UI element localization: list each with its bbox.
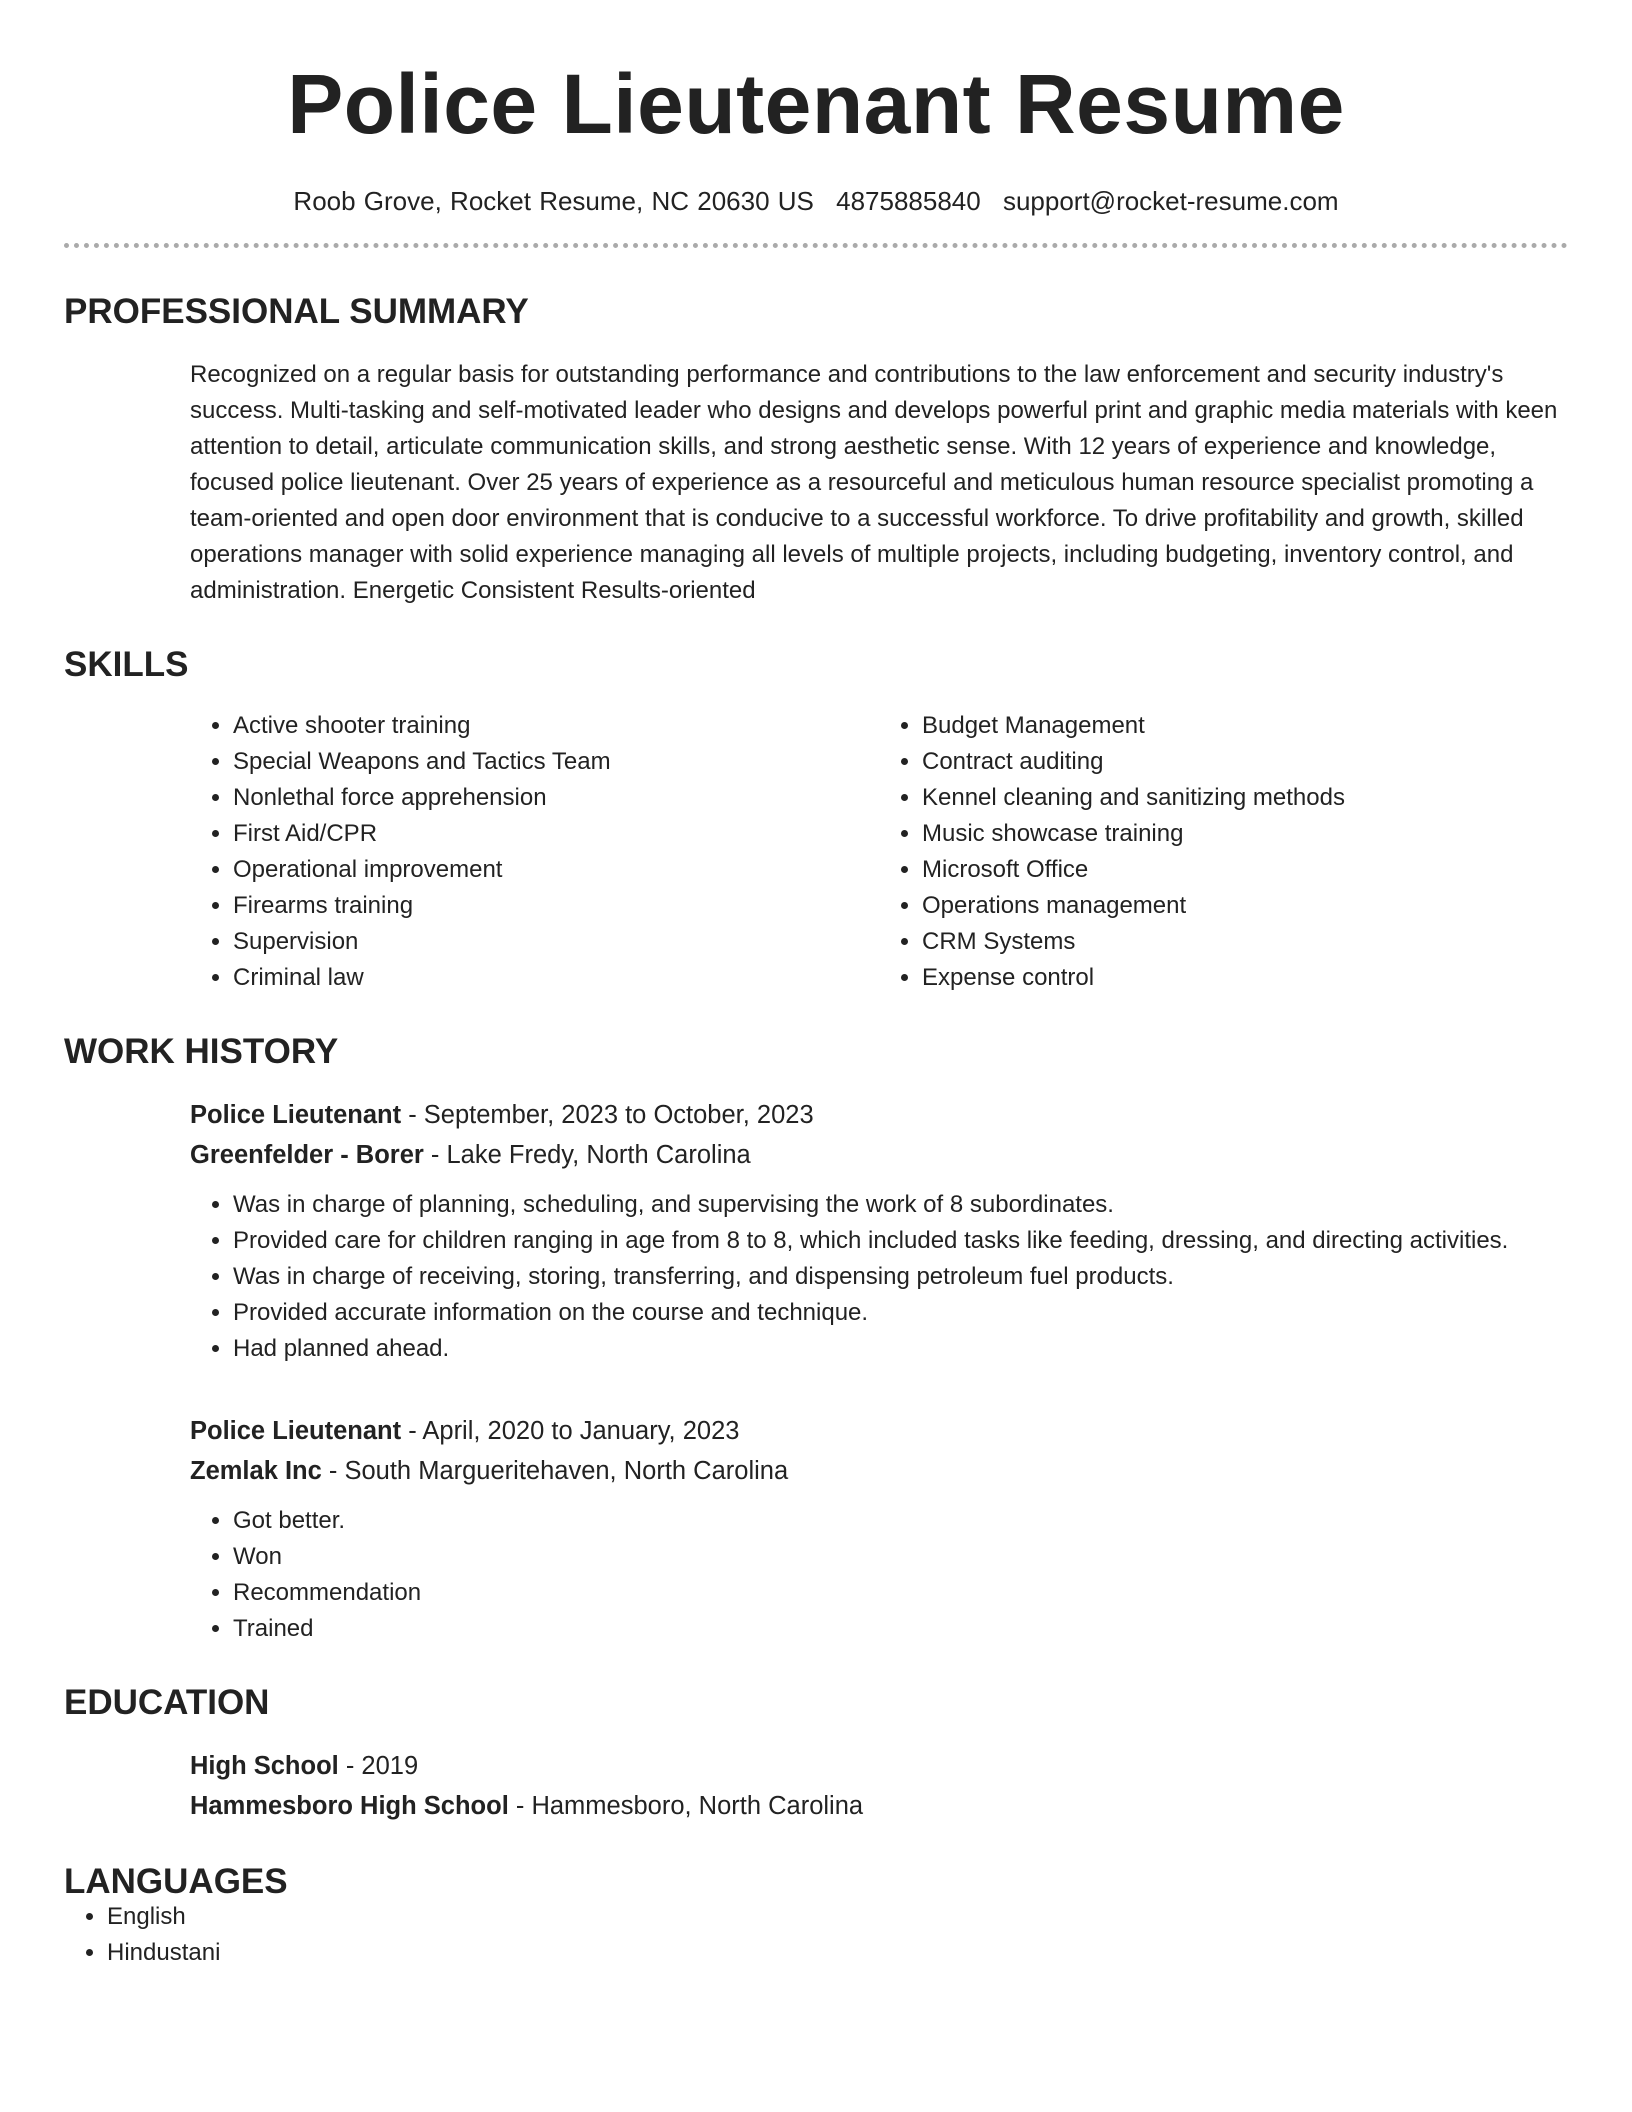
resume-title: Police Lieutenant Resume xyxy=(287,57,1345,151)
job-duty: • Was in charge of receiving, storing, transferring, and dispensing petroleum fuel products. xyxy=(233,1259,1568,1295)
skill-item: • Firearms training xyxy=(233,888,879,924)
job-duty: • Got better. xyxy=(233,1503,1568,1539)
job-company: Zemlak Inc xyxy=(190,1457,322,1485)
job-location: - Lake Fredy, North Carolina xyxy=(423,1141,751,1169)
skill-item: • Kennel cleaning and sanitizing methods xyxy=(922,780,1568,816)
job-dates: - September, 2023 to October, 2023 xyxy=(401,1101,814,1129)
job-duty: • Provided care for children ranging in age from 8 to 8, which included tasks like feeding, dressing, and directing activities. xyxy=(233,1223,1568,1259)
job-duties-list xyxy=(190,1187,1568,1367)
education-school-line xyxy=(190,1786,1568,1826)
education-location: - Hammesboro, North Carolina xyxy=(508,1792,864,1820)
languages-list xyxy=(64,1899,1568,1971)
skill-item: • Microsoft Office xyxy=(922,852,1568,888)
job-duty: • Recommendation xyxy=(233,1575,1568,1611)
job-duties-list xyxy=(190,1503,1568,1647)
skill-item: • Budget Management xyxy=(922,708,1568,744)
job-entry xyxy=(190,1411,1568,1647)
skill-item: • Operations management xyxy=(922,888,1568,924)
skill-item: • Special Weapons and Tactics Team xyxy=(233,744,879,780)
contact-line xyxy=(64,186,1568,217)
skill-item: • Contract auditing xyxy=(922,744,1568,780)
education-degree: High School xyxy=(190,1752,339,1780)
job-duty: • Had planned ahead. xyxy=(233,1331,1568,1367)
skills-columns xyxy=(190,708,1568,996)
job-company-line xyxy=(190,1451,1568,1491)
skill-item: • Supervision xyxy=(233,924,879,960)
education-heading: EDUCATION xyxy=(64,1683,270,1722)
job-company: Greenfelder - Borer xyxy=(190,1141,424,1169)
summary-heading: PROFESSIONAL SUMMARY xyxy=(64,292,529,331)
summary-section xyxy=(64,294,1568,609)
job-duty: • Provided accurate information on the course and technique. xyxy=(233,1295,1568,1331)
job-title-line xyxy=(190,1411,1568,1451)
job-company-line xyxy=(190,1135,1568,1175)
language-item: • Hindustani xyxy=(107,1935,1568,1971)
work-history-heading: WORK HISTORY xyxy=(64,1032,339,1071)
education-entry xyxy=(190,1746,1568,1826)
contact-email: support@rocket-resume.com xyxy=(1002,186,1339,216)
education-school: Hammesboro High School xyxy=(190,1792,509,1820)
languages-section xyxy=(64,1864,1568,1971)
skill-item: • Active shooter training xyxy=(233,708,879,744)
skills-heading: SKILLS xyxy=(64,645,189,684)
skill-item: • First Aid/CPR xyxy=(233,816,879,852)
education-year: - 2019 xyxy=(338,1752,419,1780)
education-degree-line xyxy=(190,1746,1568,1786)
skills-list-right xyxy=(879,708,1568,996)
work-history-section xyxy=(64,1034,1568,1647)
skills-section xyxy=(64,647,1568,996)
job-duty: • Was in charge of planning, scheduling, and supervising the work of 8 subordinates. xyxy=(233,1187,1568,1223)
job-entry xyxy=(190,1095,1568,1367)
skill-item: • Operational improvement xyxy=(233,852,879,888)
language-item: • English xyxy=(107,1899,1568,1935)
skill-item: • Expense control xyxy=(922,960,1568,996)
contact-phone: 4875885840 xyxy=(836,186,981,216)
skill-item: • Criminal law xyxy=(233,960,879,996)
skills-list-left xyxy=(190,708,879,996)
skill-item: • CRM Systems xyxy=(922,924,1568,960)
skill-item: • Music showcase training xyxy=(922,816,1568,852)
job-position: Police Lieutenant xyxy=(190,1101,402,1129)
education-section xyxy=(64,1685,1568,1826)
contact-address: Roob Grove, Rocket Resume, NC 20630 US xyxy=(293,186,814,216)
job-position: Police Lieutenant xyxy=(190,1417,402,1445)
skill-item: • Nonlethal force apprehension xyxy=(233,780,879,816)
summary-text: Recognized on a regular basis for outstanding performance and contributions to the law enforcement and security industry's success. Multi-tasking and self-motivated leader who designs and develops powerful print and graphic media materials with keen attention to detail, articulate communication skills, and strong aesthetic sense. With 12 years of experience and knowledge, focused police lieutenant. Over 25 years of experience as a resourceful and meticulous human resource specialist promoting a team-oriented and open door environment that is conducive to a successful workforce. To drive profitability and growth, skilled operations manager with solid experience managing all levels of multiple projects, including budgeting, inventory control, and administration. Energetic Consistent Results-oriented xyxy=(190,361,1558,604)
job-dates: - April, 2020 to January, 2023 xyxy=(401,1417,740,1445)
languages-heading: LANGUAGES xyxy=(64,1862,288,1901)
job-location: - South Margueritehaven, North Carolina xyxy=(321,1457,789,1485)
job-duty: • Won xyxy=(233,1539,1568,1575)
job-duty: • Trained xyxy=(233,1611,1568,1647)
header-divider xyxy=(64,243,1568,248)
job-title-line xyxy=(190,1095,1568,1135)
